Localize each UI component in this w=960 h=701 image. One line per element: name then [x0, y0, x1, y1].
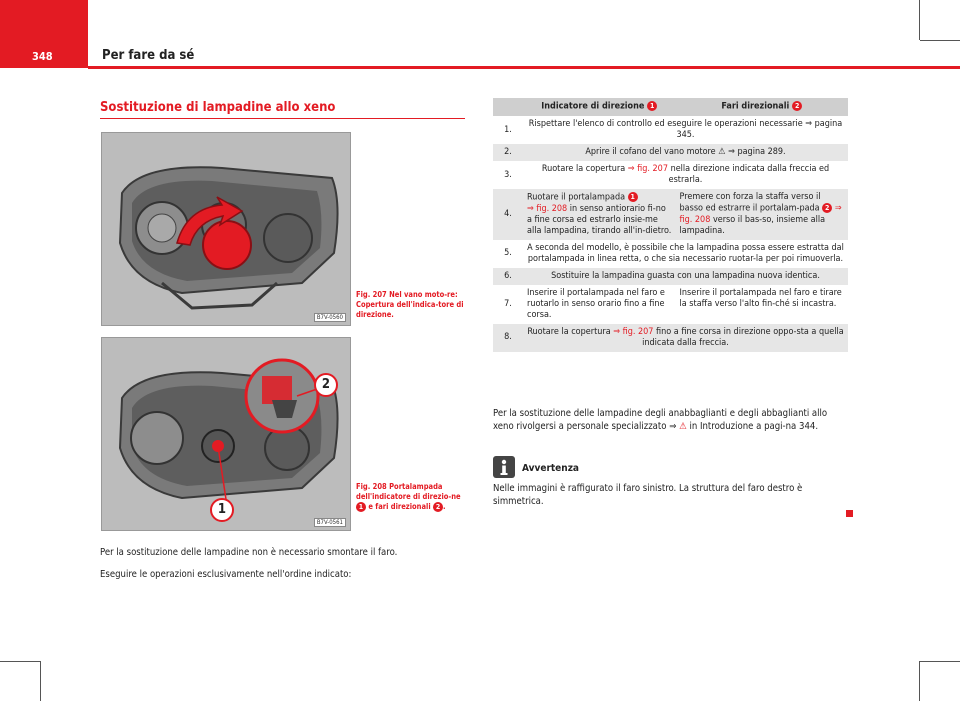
- table-row: 7. Inserire il portalampada nel faro e ruotarlo in senso orario fino a fine corsa. Inserire il portalampada nel faro e tirare la staffa verso l'alto fin-ché si incastra.: [504, 287, 842, 320]
- ref-1-badge: 1: [356, 502, 366, 512]
- headlight-illustration: [102, 133, 350, 325]
- header-directional-lights: Fari direzionali 2: [676, 98, 848, 116]
- warning-icon: ⚠: [718, 147, 726, 157]
- header-title: Per fare da sé: [102, 48, 195, 63]
- ref-2-badge: 2: [433, 502, 443, 512]
- fig-207-link[interactable]: ⇒ fig. 207: [613, 326, 654, 337]
- callout-2: 2: [314, 373, 338, 397]
- info-note-icon: [493, 456, 515, 478]
- figure-code: B7V-0561: [314, 518, 346, 527]
- ref-1-badge: 1: [628, 192, 638, 202]
- warning-icon: ⚠: [679, 421, 687, 432]
- crop-mark: [0, 661, 40, 662]
- ref-2-badge: 2: [792, 101, 802, 111]
- section-rule: [100, 118, 465, 119]
- table-row: 3. Ruotare la copertura ⇒ fig. 207 nella direzione indicata dalla freccia ed estrarla.: [504, 164, 830, 185]
- figure-207-caption: Fig. 207 Nel vano moto-re: Copertura dell'indica-tore di direzione.: [356, 290, 464, 319]
- crop-mark: [919, 0, 920, 40]
- info-icon: [493, 456, 515, 478]
- table-row: 6. Sostituire la lampadina guasta con una lampadina nuova identica.: [493, 268, 848, 285]
- fig-207-link[interactable]: ⇒ fig. 207: [627, 164, 668, 174]
- table-row: 4. Ruotare il portalampada 1 ⇒ fig. 208 in senso antiorario fi-no a fine corsa ed estrarlo insie-me alla lampadina, tirando all'in-dietro. Premere con forza la staffa verso il basso ed estrarre il portalam-pada 2 ⇒ fig. 208 verso il bas-so, insieme alla lampadina.: [493, 189, 848, 240]
- crop-mark: [40, 661, 41, 701]
- crop-mark: [919, 661, 920, 701]
- ref-2-badge: 2: [822, 203, 832, 213]
- crop-mark: [920, 40, 960, 41]
- fig-208-link[interactable]: ⇒ fig. 208: [679, 203, 842, 225]
- figure-208-caption: Fig. 208 Portalampada dell'indicatore di direzio-ne 1 e fari direzionali 2 .: [356, 482, 461, 511]
- end-of-section-marker: [846, 510, 853, 517]
- header-rule: [88, 66, 960, 69]
- page-number-box: [0, 0, 88, 68]
- note-text: Nelle immagini è raffigurato il faro sinistro. La struttura del faro destro è simmetrica.: [493, 483, 803, 507]
- figure-code: B7V-0560: [314, 313, 346, 322]
- page-number: 348: [32, 50, 53, 63]
- section-title: Sostituzione di lampadine allo xeno: [100, 100, 336, 115]
- paragraph-intro: Per la sostituzione delle lampadine non è necessario smontare il faro.: [100, 547, 398, 558]
- figure-207-photo: [101, 132, 351, 326]
- header-turn-signal: Indicatore di direzione 1: [523, 98, 676, 116]
- callout-1: 1: [210, 498, 234, 522]
- crop-mark: [920, 661, 960, 662]
- fig-208-link[interactable]: ⇒ fig. 208: [527, 203, 568, 214]
- table-row: 2. Aprire il cofano del vano motore ⚠ ⇒ pagina 289.: [493, 144, 848, 161]
- figure-208-photo: [101, 337, 351, 531]
- paragraph-xenon-service: Per la sostituzione delle lampadine degli anabbaglianti e degli abbaglianti allo xeno rivolgersi a personale specializzato ⇒ ⚠ in Introduzione a pagi-na 344.: [493, 408, 828, 432]
- steps-table: [493, 98, 848, 352]
- header-spacer: [493, 98, 523, 116]
- paragraph-order: Eseguire le operazioni esclusivamente nell'ordine indicato:: [100, 569, 352, 580]
- table-row: 8. Ruotare la copertura ⇒ fig. 207 fino a fine corsa in direzione oppo-sta a quella indicata dalla freccia.: [493, 324, 848, 352]
- table-row: 1. Rispettare l'elenco di controllo ed eseguire le operazioni necessarie ⇒ pagina 345.: [504, 119, 843, 140]
- table-row: 5. A seconda del modello, è possibile che la lampadina possa essere estratta dal portalampada in linea retta, o che sia necessario ruotar-la per poi rimuoverla.: [504, 242, 844, 264]
- ref-1-badge: 1: [647, 101, 657, 111]
- note-title: Avvertenza: [522, 463, 579, 474]
